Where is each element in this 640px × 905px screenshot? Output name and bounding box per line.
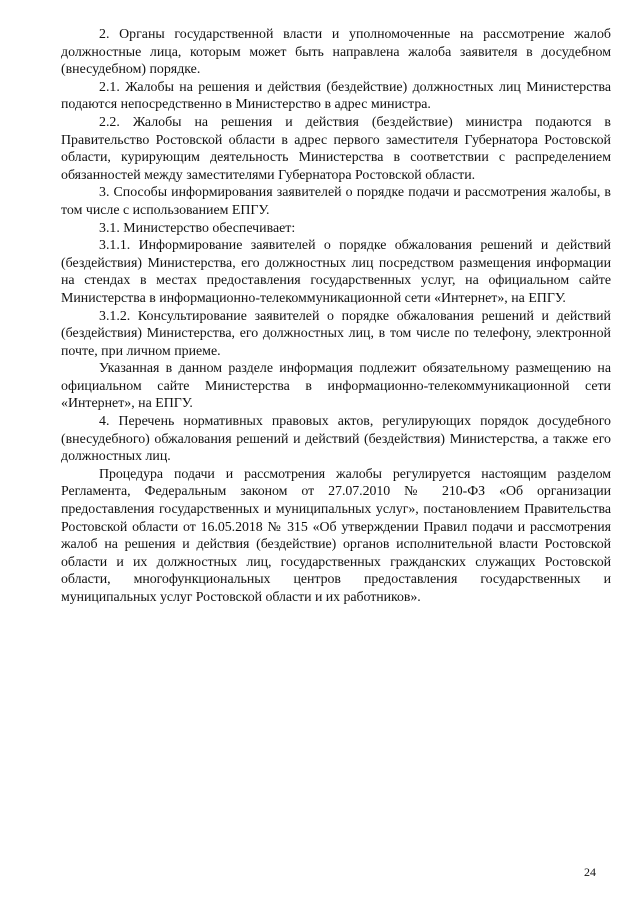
- paragraph-procedure: Процедура подачи и рассмотрения жалобы регулируется настоящим разделом Регламента, Федеральным законом от 27.07.2010 № 210-ФЗ «Об организации предоставления государственных и муниципальных услуг», постановлением Правительства Ростовской области от 16.05.2018 № 315 «Об утверждении Правил подачи и рассмотрения жалоб на решения и действия (бездействие) органов исполнительной власти Ростовской области и их должностных лиц, государственных гражданских служащих Ростовской области, многофункциональных центров предоставления государственных и муниципальных услуг Ростовской области и их работников».: [61, 466, 611, 605]
- page-number: 24: [584, 865, 596, 879]
- paragraph-2-2: 2.2. Жалобы на решения и действия (бездействие) министра подаются в Правительство Ростовской области в адрес первого заместителя Губернатора Ростовской области, курирующим деятельность Министерства в соответствии с распределением обязанностей между заместителями Губернатора Ростовской области.: [61, 114, 611, 183]
- paragraph-3: 3. Способы информирования заявителей о порядке подачи и рассмотрения жалобы, в том числе с использованием ЕПГУ.: [61, 185, 611, 218]
- paragraph-3-1-1: 3.1.1. Информирование заявителей о порядке обжалования решений и действий (бездействия) Министерства, его должностных лиц посредством размещения информации на стендах в местах предоставления государственных услуг, на официальном сайте Министерства в информационно-телекоммуникационной сети «Интернет», на ЕПГУ.: [61, 238, 611, 306]
- paragraph-3-1-2: 3.1.2. Консультирование заявителей о порядке обжалования решений и действий (бездействия) Министерства, его должностных лиц, в том числе по телефону, электронной почте, при личном приеме.: [61, 308, 611, 359]
- paragraph-3-1: 3.1. Министерство обеспечивает:: [99, 220, 296, 236]
- paragraph-2-1: 2.1. Жалобы на решения и действия (бездействие) должностных лиц Министерства подаются непосредственно в Министерство в адрес министра.: [61, 79, 611, 113]
- paragraph-2: 2. Органы государственной власти и уполномоченные на рассмотрение жалоб должностные лица, которым может быть направлена жалоба заявителя в досудебном (внесудебном) порядке.: [61, 27, 611, 78]
- paragraph-info-note: Указанная в данном разделе информация подлежит обязательному размещению на официальном сайте Министерства в информационно-телекоммуникационной сети «Интернет», на ЕПГУ.: [61, 361, 611, 412]
- paragraph-4: 4. Перечень нормативных правовых актов, регулирующих порядок досудебного (внесудебного) обжалования решений и действий (бездействия) Министерства, а также его должностных лиц.: [61, 414, 611, 465]
- document-page: [61, 26, 611, 607]
